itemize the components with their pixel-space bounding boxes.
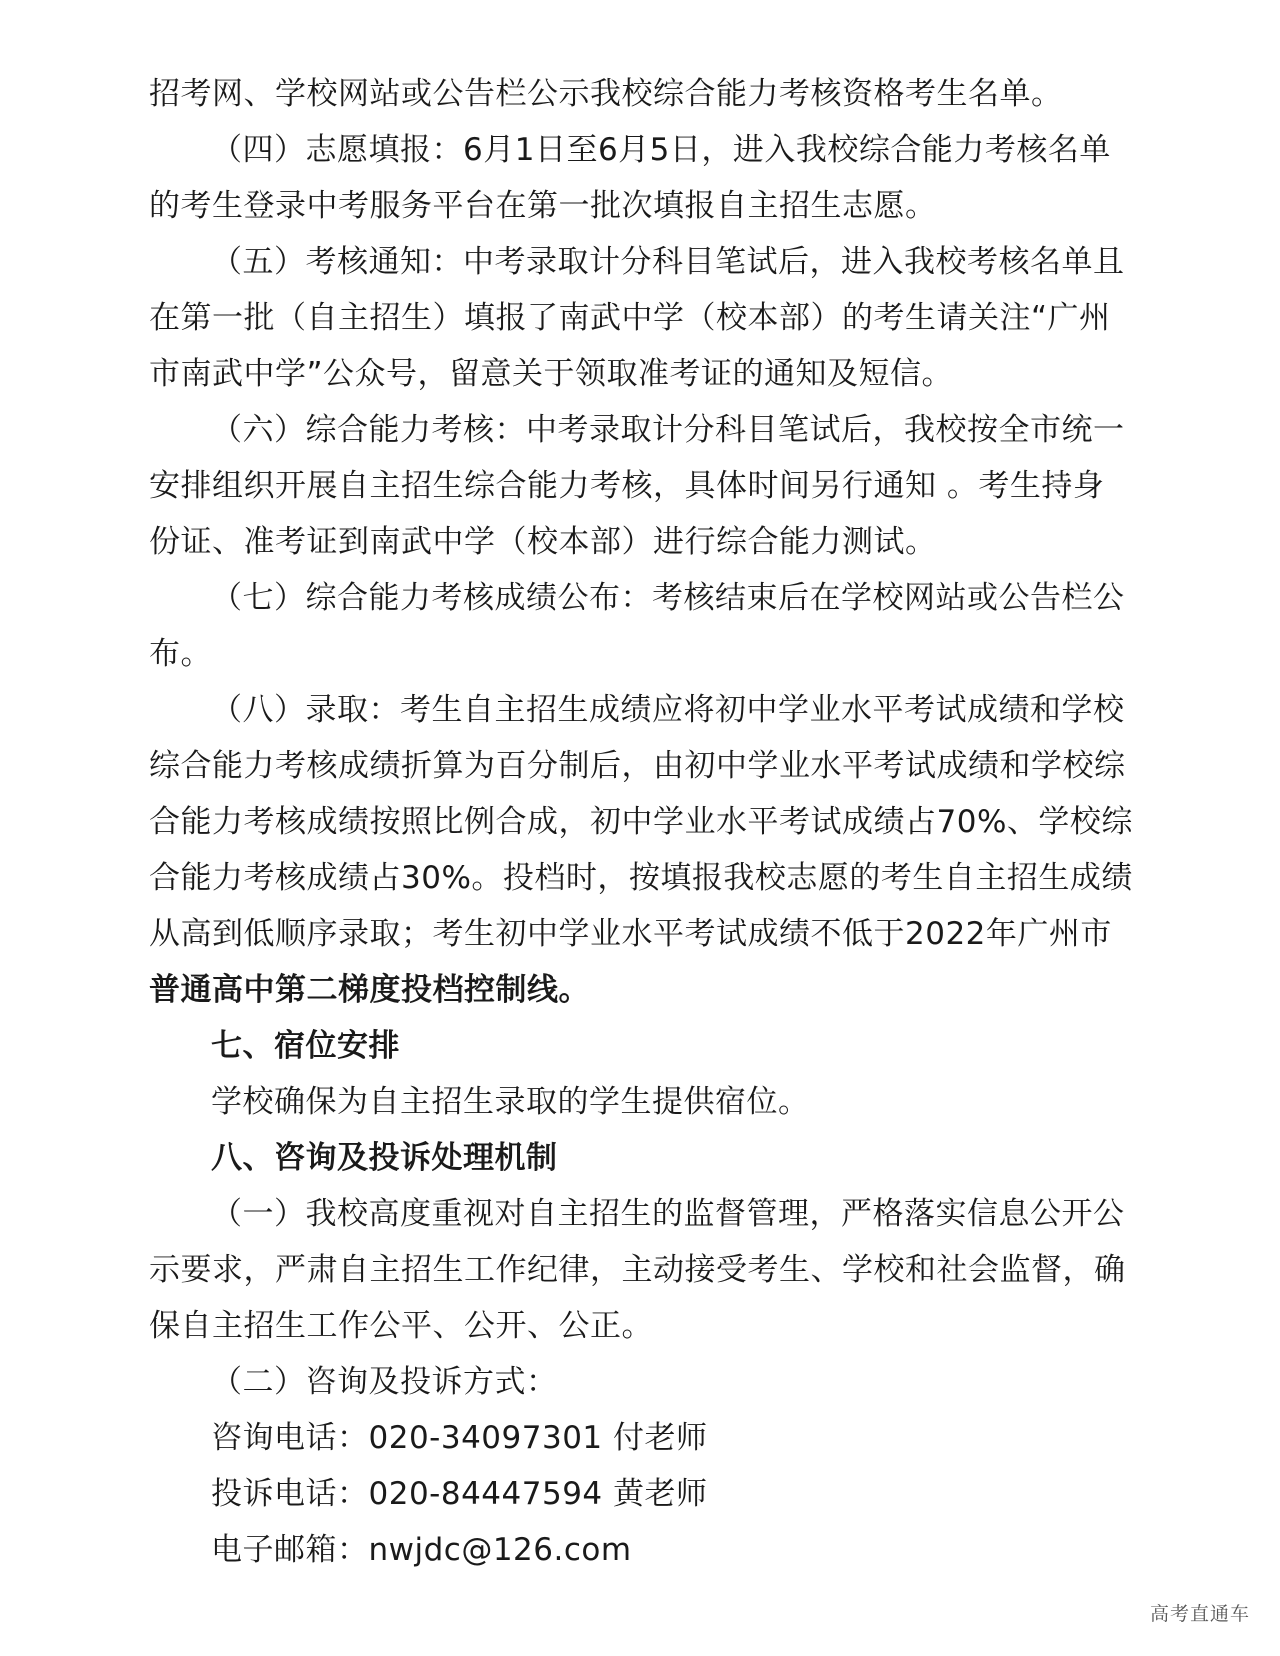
text-line: 综合能力考核成绩折算为百分制后，由初中学业水平考试成绩和学校综 xyxy=(149,748,1126,784)
text-line: 安排组织开展自主招生综合能力考核，具体时间另行通知 。考生持身 xyxy=(149,468,1105,504)
section-heading-consultation: 八、咨询及投诉处理机制 xyxy=(211,1140,558,1176)
text-line: （六）综合能力考核：中考录取计分科目笔试后，我校按全市统一 xyxy=(211,412,1125,448)
text-line: （八）录取：考生自主招生成绩应将初中学业水平考试成绩和学校 xyxy=(211,692,1125,728)
text-line: 示要求，严肃自主招生工作纪律，主动接受考生、学校和社会监督，确 xyxy=(149,1252,1126,1288)
text-line: （一）我校高度重视对自主招生的监督管理，严格落实信息公开公 xyxy=(211,1196,1125,1232)
text-line: （二）咨询及投诉方式： xyxy=(211,1364,558,1400)
text-line: 招考网、学校网站或公告栏公示我校综合能力考核资格考生名单。 xyxy=(149,76,1063,112)
text-line: 合能力考核成绩按照比例合成，初中学业水平考试成绩占70%、学校综 xyxy=(149,804,1133,840)
watermark: 高考直通车 xyxy=(1149,1603,1250,1625)
text-line: （五）考核通知：中考录取计分科目笔试后，进入我校考核名单且 xyxy=(211,244,1125,280)
complaint-phone: 投诉电话：020-84447594 黄老师 xyxy=(211,1476,708,1512)
text-line: 合能力考核成绩占30%。投档时，按填报我校志愿的考生自主招生成绩 xyxy=(149,860,1133,896)
text-line: 市南武中学”公众号，留意关于领取准考证的通知及短信。 xyxy=(149,356,954,392)
contact-email: 电子邮箱：nwjdc@126.com xyxy=(211,1532,632,1568)
document-body xyxy=(149,66,1133,1578)
text-line-bold: 普通高中第二梯度投档控制线。 xyxy=(149,972,590,1008)
text-line: 在第一批（自主招生）填报了南武中学（校本部）的考生请关注“广州 xyxy=(149,300,1111,336)
text-line: （四）志愿填报：6月1日至6月5日，进入我校综合能力考核名单 xyxy=(211,132,1111,168)
text-line: （七）综合能力考核成绩公布：考核结束后在学校网站或公告栏公 xyxy=(211,580,1125,616)
text-line: 从高到低顺序录取；考生初中学业水平考试成绩不低于2022年广州市 xyxy=(149,916,1112,952)
section-heading-accommodation: 七、宿位安排 xyxy=(211,1028,400,1064)
text-line: 布。 xyxy=(149,636,212,672)
text-line: 学校确保为自主招生录取的学生提供宿位。 xyxy=(211,1084,810,1120)
text-line: 份证、准考证到南武中学（校本部）进行综合能力测试。 xyxy=(149,524,937,560)
text-line: 保自主招生工作公平、公开、公正。 xyxy=(149,1308,653,1344)
consult-phone: 咨询电话：020-34097301 付老师 xyxy=(211,1420,708,1456)
text-line: 的考生登录中考服务平台在第一批次填报自主招生志愿。 xyxy=(149,188,937,224)
